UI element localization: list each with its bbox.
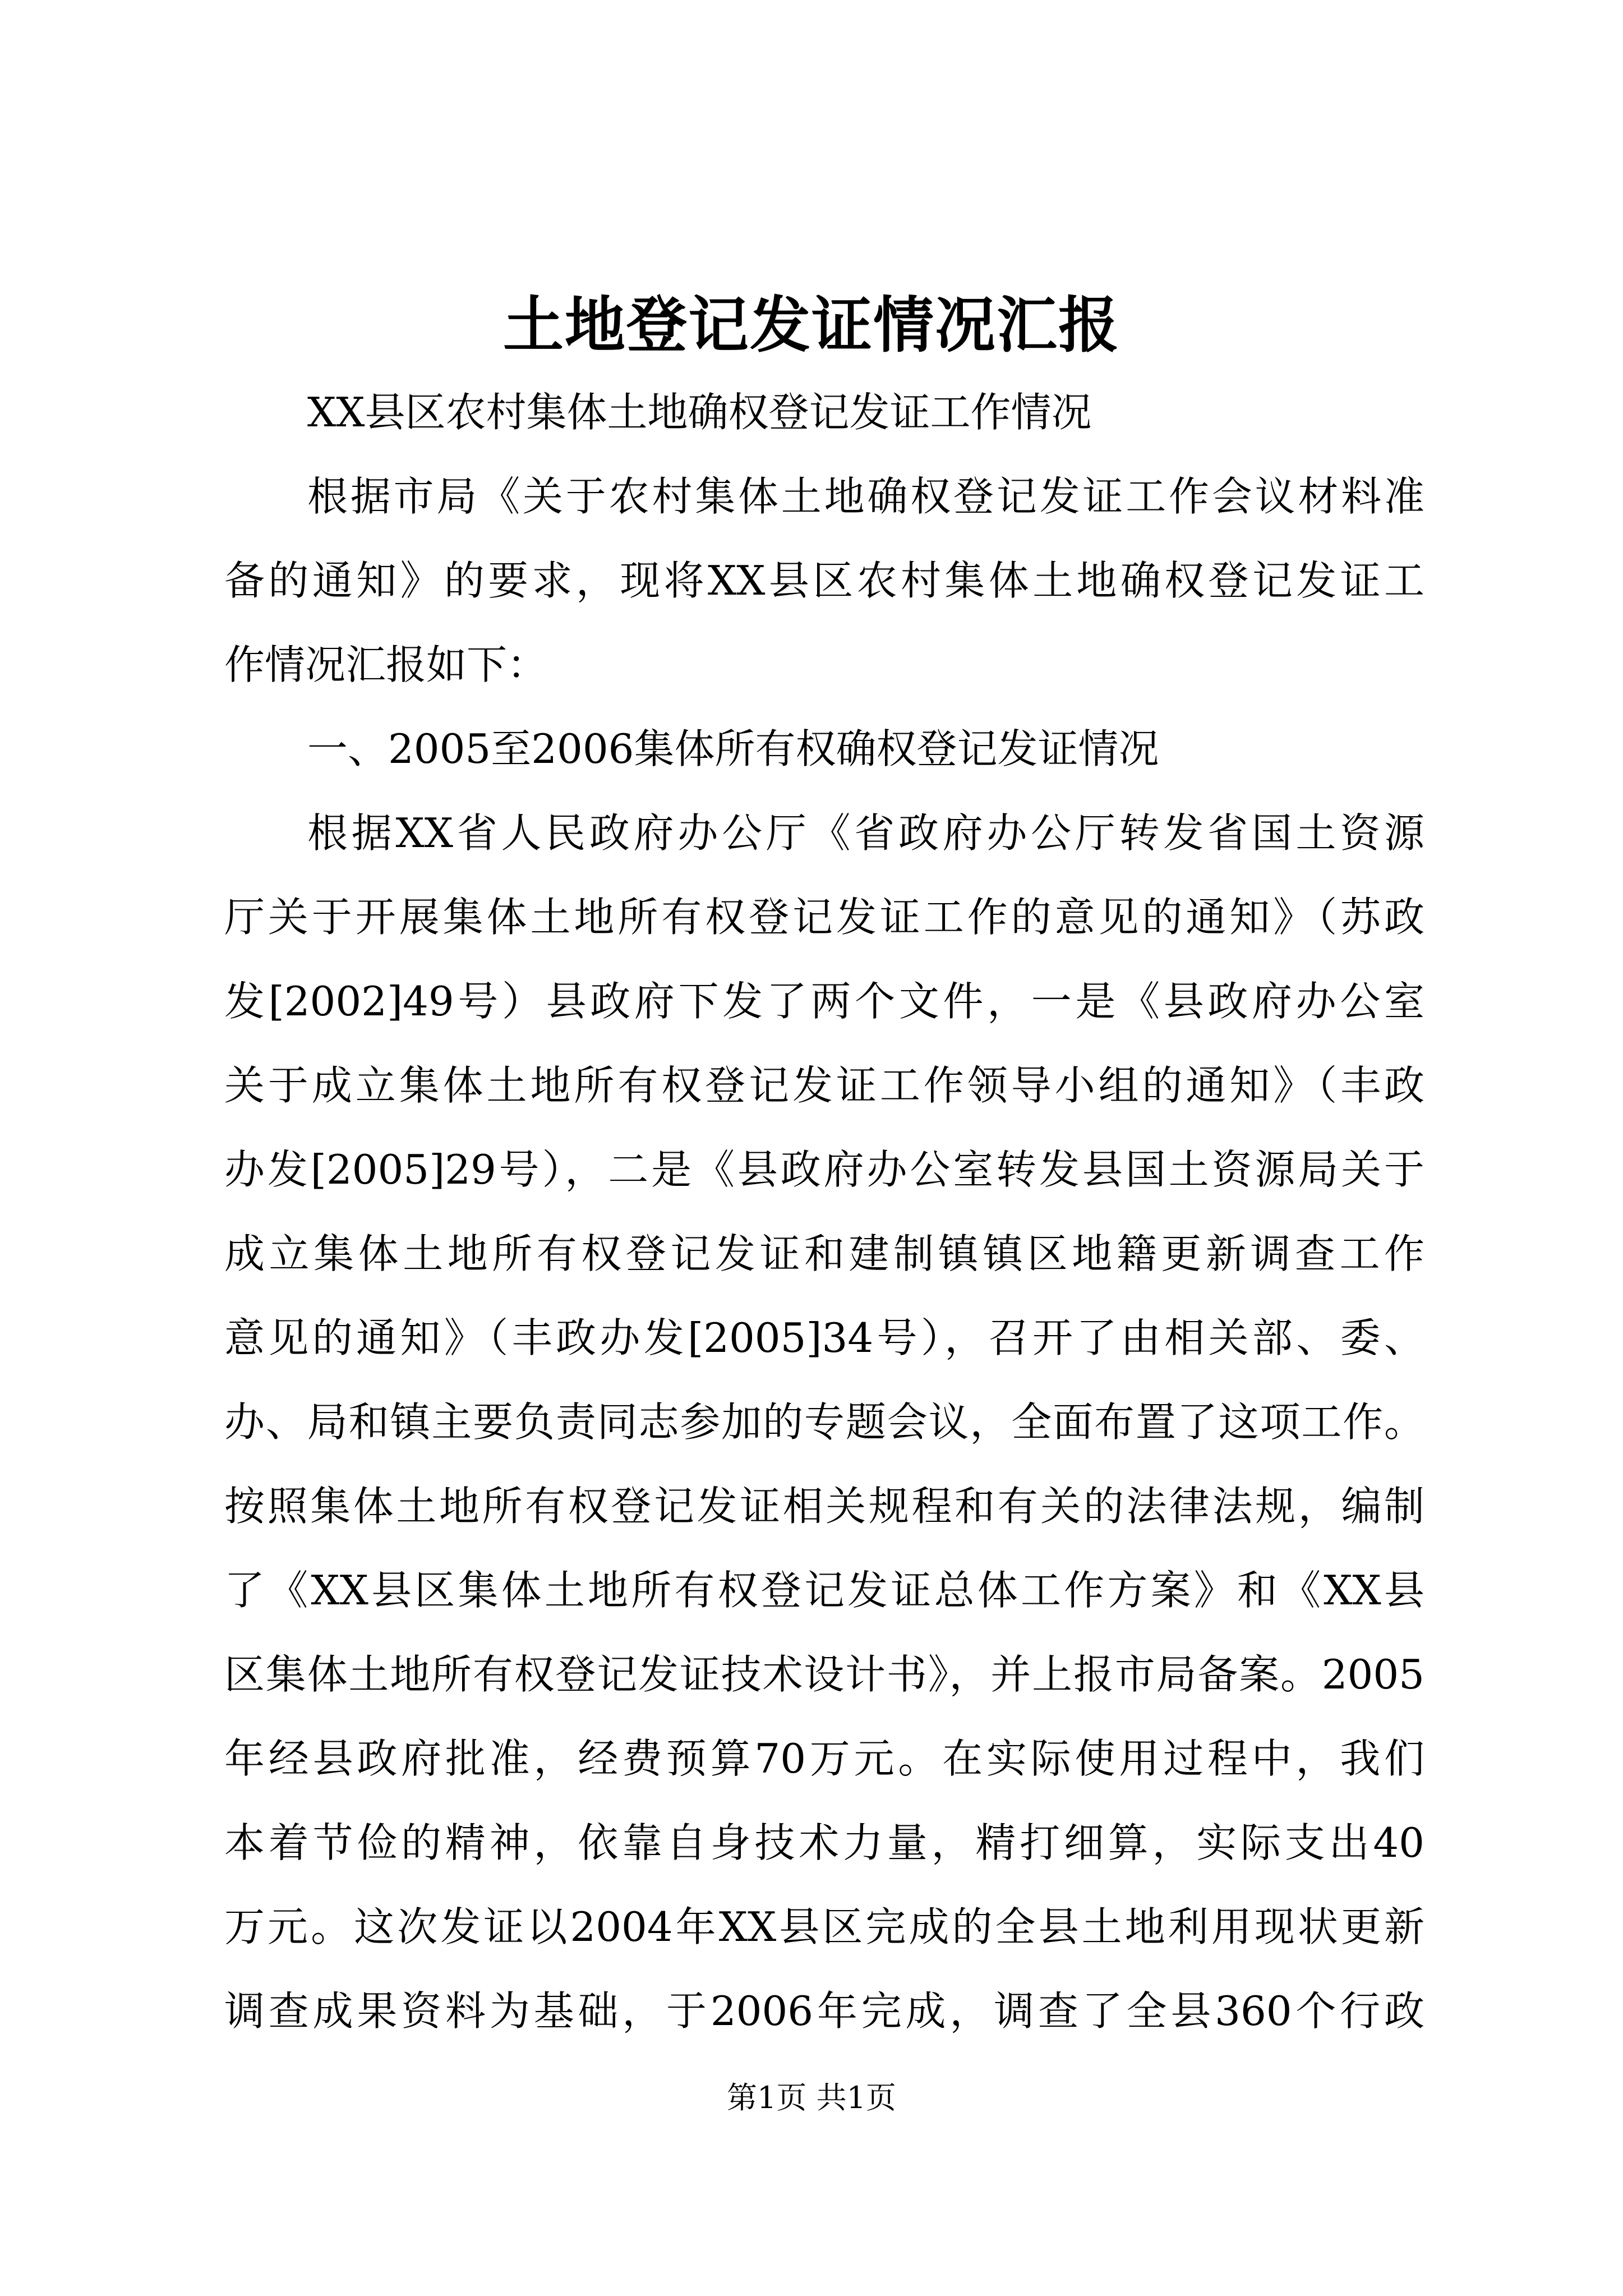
paragraph-line: XX县区农村集体土地确权登记发证工作情况 — [307, 389, 1092, 436]
paragraph-line: 关于成立集体土地所有权登记发证工作领导小组的通知》（丰政 — [224, 1062, 1424, 1109]
paragraph-line: 根据XX省人民政府办公厅《省政府办公厅转发省国土资源 — [307, 809, 1424, 857]
paragraph-line: 按照集体土地所有权登记发证相关规程和有关的法律法规，编制 — [224, 1483, 1424, 1530]
paragraph-line: 根据市局《关于农村集体土地确权登记发证工作会议材料准 — [307, 473, 1424, 520]
paragraph-line: 意见的通知》（丰政办发[2005]34号），召开了由相关部、委、 — [224, 1314, 1424, 1361]
paragraph-line: 本着节俭的精神，依靠自身技术力量，精打细算，实际支出40 — [224, 1819, 1424, 1866]
paragraph-line: 厅关于开展集体土地所有权登记发证工作的意见的通知》（苏政 — [224, 894, 1424, 941]
paragraph-line: 成立集体土地所有权登记发证和建制镇镇区地籍更新调查工作 — [224, 1230, 1424, 1277]
paragraph-line: 万元。这次发证以2004年XX县区完成的全县土地利用现状更新 — [224, 1903, 1424, 1950]
paragraph-line: 年经县政府批准，经费预算70万元。在实际使用过程中，我们 — [224, 1735, 1424, 1782]
paragraph-line: 作情况汇报如下： — [224, 641, 548, 688]
paragraph-line: 办、局和镇主要负责同志参加的专题会议，全面布置了这项工作。 — [224, 1398, 1424, 1446]
paragraph-line: 了《XX县区集体土地所有权登记发证总体工作方案》和《XX县 — [224, 1567, 1424, 1614]
paragraph-line: 办发[2005]29号），二是《县政府办公室转发县国土资源局关于 — [224, 1146, 1424, 1193]
paragraph-line: 区集体土地所有权登记发证技术设计书》，并上报市局备案。2005 — [224, 1651, 1424, 1698]
paragraph-line: 发[2002]49号）县政府下发了两个文件，一是《县政府办公室 — [224, 978, 1424, 1025]
page-title: 土地登记发证情况汇报 — [502, 290, 1120, 361]
section-heading: 一、2005至2006集体所有权确权登记发证情况 — [307, 725, 1159, 772]
paragraph-line: 调查成果资料为基础，于2006年完成，调查了全县360个行政 — [224, 1987, 1424, 2035]
page-number-footer: 第1页 共1页 — [727, 2080, 896, 2115]
paragraph-line: 备的通知》的要求，现将XX县区农村集体土地确权登记发证工 — [224, 557, 1424, 604]
